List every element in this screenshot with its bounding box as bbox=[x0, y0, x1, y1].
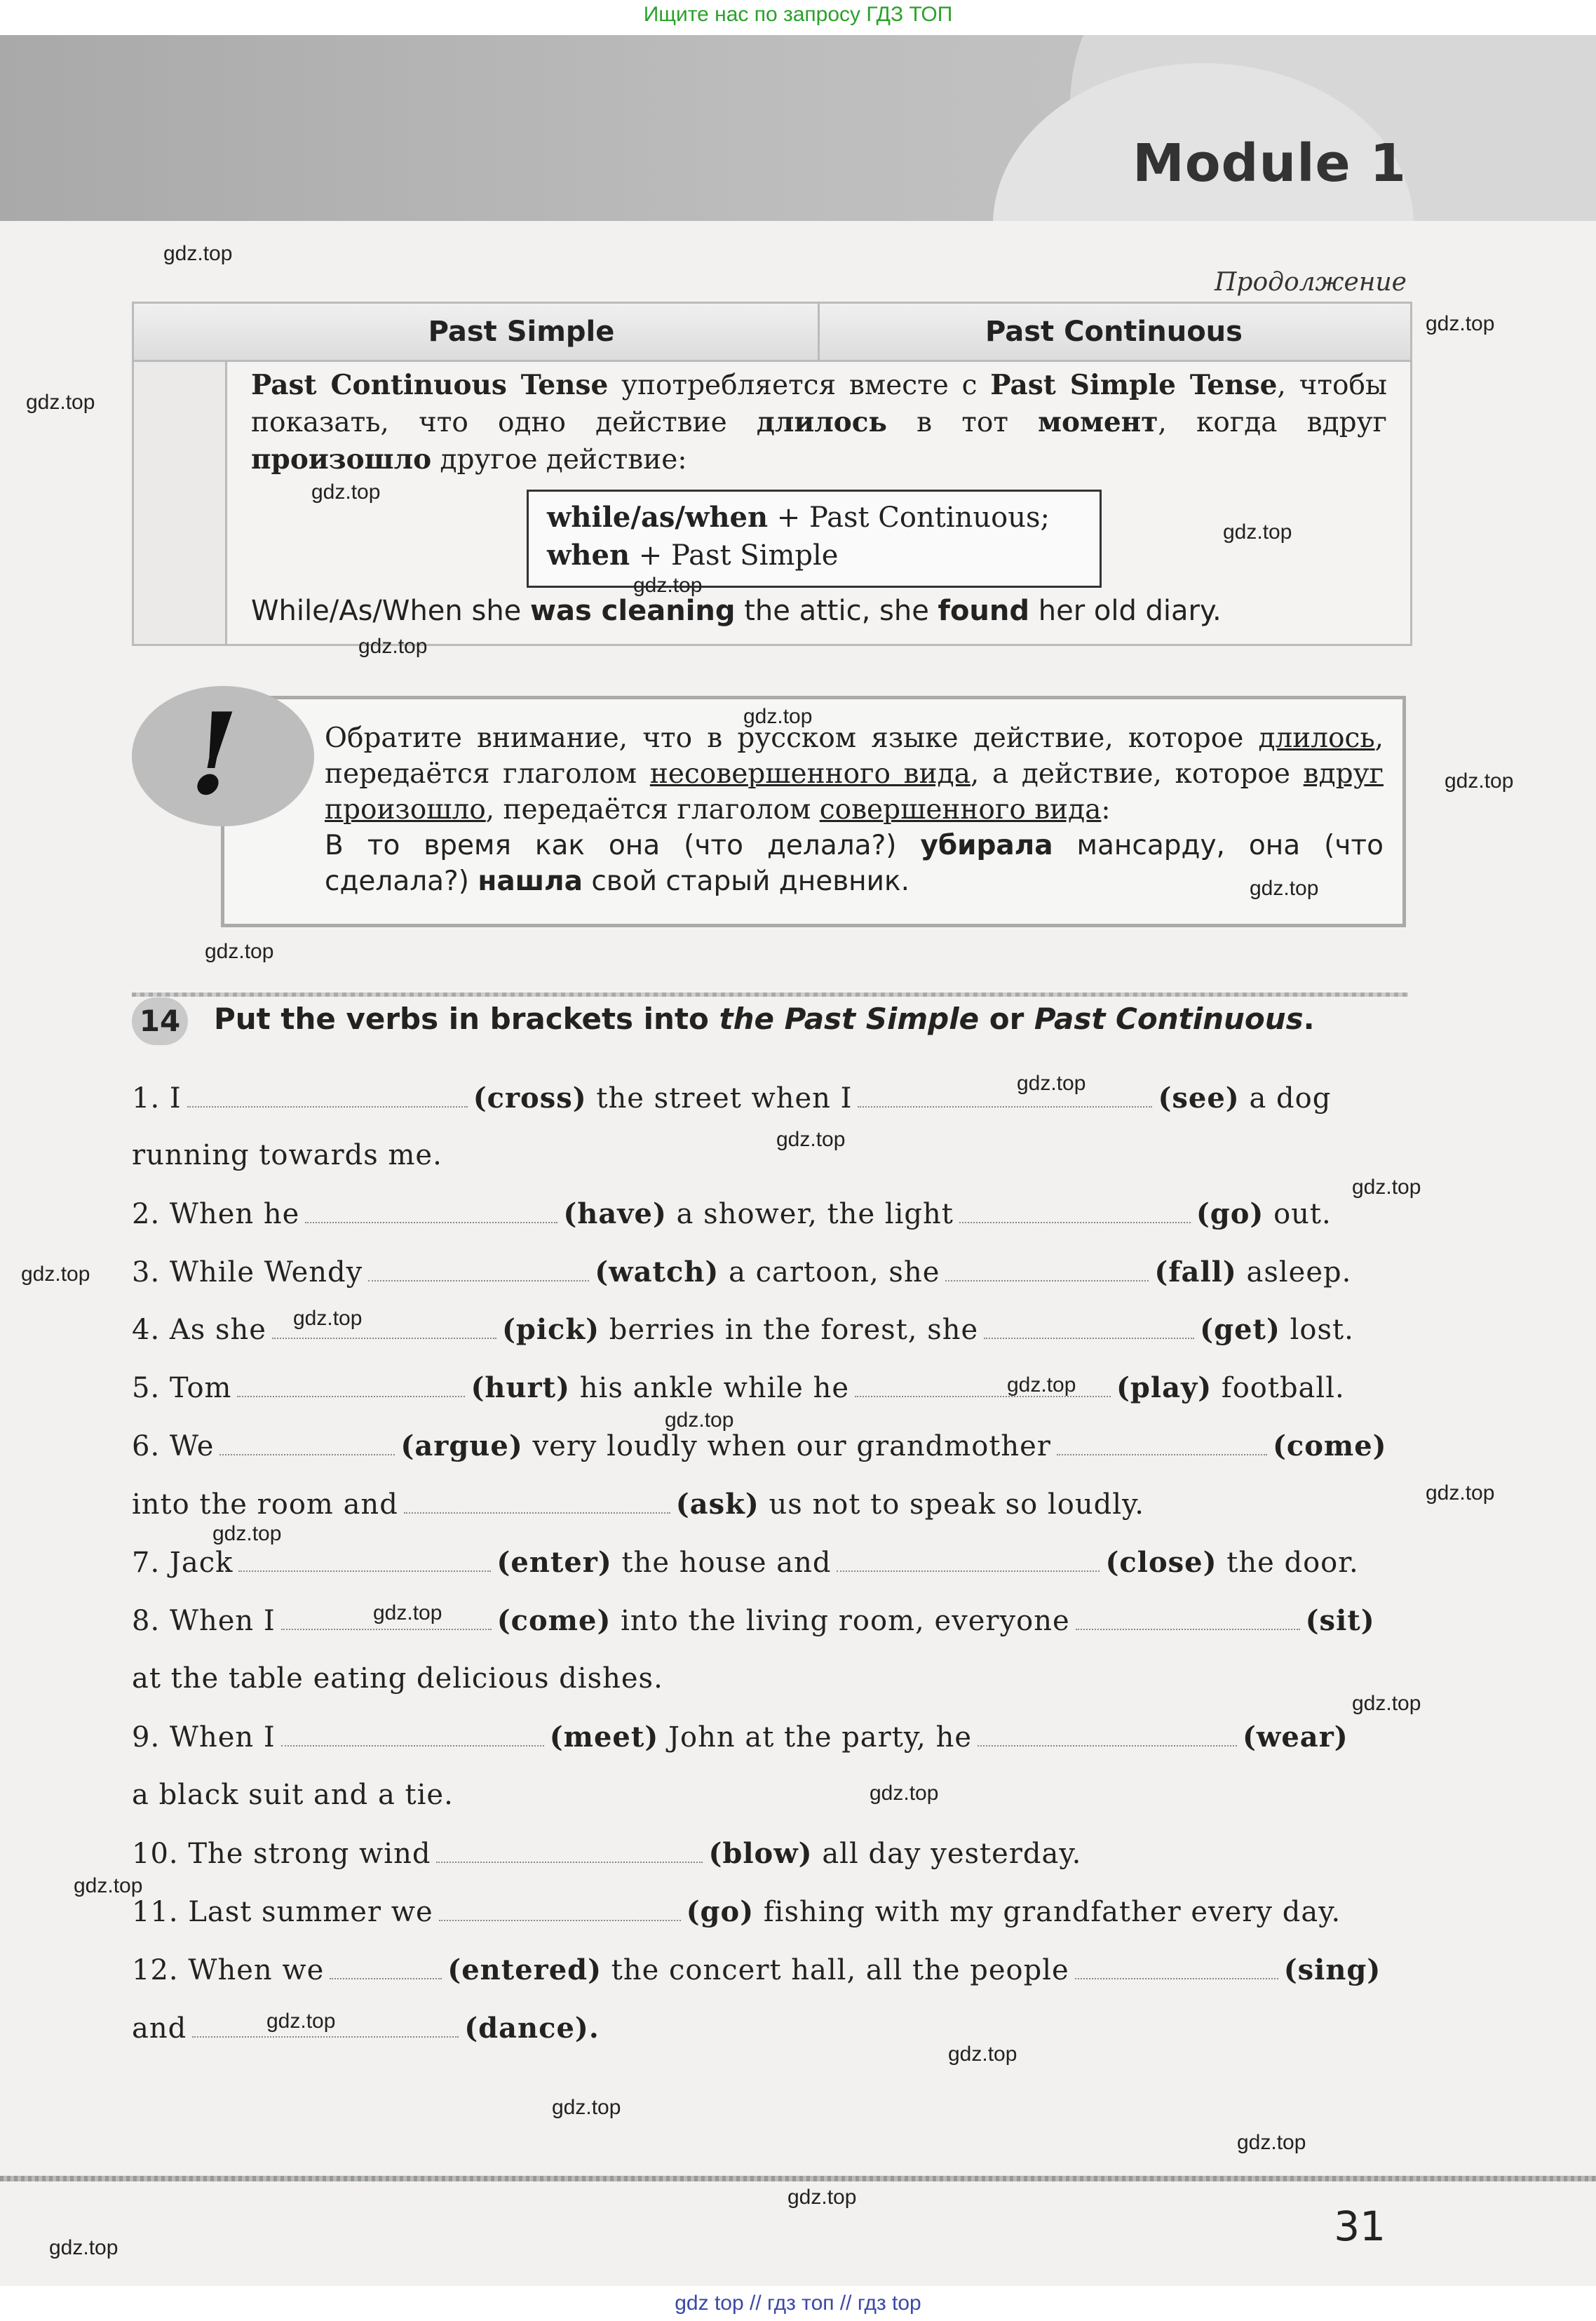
watermark: gdz.top bbox=[1426, 312, 1495, 335]
watermark: gdz.top bbox=[358, 635, 428, 658]
exercise-item-6: 6. We (argue) very loudly when our grandmother (come) bbox=[132, 1429, 1387, 1462]
exercise-number: 14 bbox=[132, 997, 188, 1045]
section-divider bbox=[132, 993, 1408, 997]
exercise-item-8: 8. When I (come) into the living room, everyone (sit) bbox=[132, 1604, 1375, 1637]
exercise-item-4: 4. As she (pick) berries in the forest, she (get) lost. bbox=[132, 1313, 1354, 1346]
watermark: gdz.top bbox=[311, 480, 381, 504]
answer-blank[interactable] bbox=[1076, 1606, 1300, 1630]
answer-blank[interactable] bbox=[1075, 1956, 1278, 1979]
watermark: gdz.top bbox=[1007, 1373, 1076, 1397]
exercise-item-8-cont: at the table eating delicious dishes. bbox=[132, 1662, 663, 1695]
watermark: gdz.top bbox=[1223, 520, 1292, 544]
answer-blank[interactable] bbox=[305, 1199, 557, 1223]
exercise-item-6-cont: into the room and (ask) us not to speak so loudly. bbox=[132, 1488, 1145, 1521]
watermark: gdz.top bbox=[787, 2186, 857, 2209]
note-example: В то время как она (что делала?) убирала мансарду, она (что сделала?) нашла свой старый дневник. bbox=[325, 830, 1384, 897]
answer-blank[interactable] bbox=[984, 1315, 1194, 1339]
exercise-item-2: 2. When he (have) a shower, the light (go) out. bbox=[132, 1197, 1332, 1230]
continuation-label: Продолжение bbox=[1215, 268, 1407, 297]
watermark: gdz.top bbox=[373, 1601, 442, 1624]
answer-blank[interactable] bbox=[439, 1897, 681, 1921]
exercise-item-10: 10. The strong wind (blow) all day yesterday. bbox=[132, 1837, 1082, 1870]
watermark: gdz.top bbox=[1445, 769, 1514, 793]
column-header-past-continuous: Past Continuous bbox=[985, 316, 1243, 348]
exercise-title: Put the verbs in brackets into the Past Simple or Past Continuous. bbox=[214, 1002, 1315, 1036]
watermark: gdz.top bbox=[1426, 1481, 1495, 1505]
answer-blank[interactable] bbox=[1057, 1432, 1267, 1455]
bottom-banner[interactable]: gdz top // гдз топ // гдз top bbox=[0, 2286, 1596, 2321]
exercise-item-1-cont: running towards me. bbox=[132, 1139, 442, 1171]
answer-blank[interactable] bbox=[281, 1723, 544, 1747]
answer-blank[interactable] bbox=[238, 1548, 491, 1572]
watermark: gdz.top bbox=[266, 2010, 336, 2033]
answer-blank[interactable] bbox=[368, 1258, 589, 1281]
rule-example: While/As/When she was cleaning the attic, she found her old diary. bbox=[251, 595, 1222, 627]
watermark: gdz.top bbox=[21, 1263, 90, 1286]
answer-blank[interactable] bbox=[330, 1956, 442, 1979]
watermark: gdz.top bbox=[1237, 2131, 1306, 2154]
watermark: gdz.top bbox=[212, 1522, 282, 1545]
rule-text: Past Continuous Tense употребляется вместе с Past Simple Tense, чтобы показать, что одно действие длилось в тот момент, когда вдруг произошло другое действие: bbox=[251, 369, 1387, 476]
watermark: gdz.top bbox=[1250, 877, 1319, 900]
watermark: gdz.top bbox=[163, 242, 233, 265]
formula-box: while/as/when + Past Continuous; when + Past Simple bbox=[527, 490, 1102, 588]
watermark: gdz.top bbox=[743, 705, 813, 728]
answer-blank[interactable] bbox=[436, 1839, 703, 1863]
answer-blank[interactable] bbox=[187, 1084, 468, 1108]
answer-blank[interactable] bbox=[404, 1490, 670, 1514]
answer-blank[interactable] bbox=[219, 1432, 395, 1455]
exclamation-icon: ! bbox=[189, 688, 239, 820]
watermark: gdz.top bbox=[633, 574, 703, 597]
watermark: gdz.top bbox=[205, 940, 274, 963]
answer-blank[interactable] bbox=[959, 1199, 1191, 1223]
exercise-item-9-cont: a black suit and a tie. bbox=[132, 1779, 454, 1811]
footer-divider bbox=[0, 2176, 1596, 2181]
top-banner[interactable]: Ищите нас по запросу ГДЗ ТОП bbox=[0, 0, 1596, 35]
watermark: gdz.top bbox=[552, 2096, 621, 2119]
exercise-item-5: 5. Tom (hurt) his ankle while he (play) football. bbox=[132, 1371, 1345, 1404]
watermark: gdz.top bbox=[776, 1128, 846, 1151]
column-header-past-simple: Past Simple bbox=[225, 304, 820, 360]
exercise-item-7: 7. Jack (enter) the house and (close) the door. bbox=[132, 1546, 1359, 1579]
note-text: Обратите внимание, что в русском языке действие, которое длилось, передаётся глаголом несовершенного вида, а действие, которое вдруг произошло, передаётся глаголом совершенного вида: bbox=[325, 722, 1384, 826]
exercise-item-12: 12. When we (entered) the concert hall, all the people (sing) bbox=[132, 1953, 1381, 1986]
exercise-item-3: 3. While Wendy (watch) a cartoon, she (fall) asleep. bbox=[132, 1256, 1352, 1289]
watermark: gdz.top bbox=[1017, 1072, 1086, 1095]
answer-blank[interactable] bbox=[945, 1258, 1149, 1281]
watermark: gdz.top bbox=[1352, 1176, 1421, 1199]
answer-blank[interactable] bbox=[978, 1723, 1237, 1747]
module-title: Module 1 bbox=[1132, 133, 1407, 194]
answer-blank[interactable] bbox=[237, 1373, 465, 1397]
watermark: gdz.top bbox=[26, 391, 95, 414]
watermark: gdz.top bbox=[948, 2043, 1017, 2066]
grammar-table bbox=[132, 302, 1412, 646]
answer-blank[interactable] bbox=[858, 1084, 1152, 1108]
exercise-item-12-cont: and (dance). bbox=[132, 2012, 600, 2045]
exercise-item-9: 9. When I (meet) John at the party, he (wear) bbox=[132, 1721, 1348, 1754]
page-number: 31 bbox=[1334, 2202, 1386, 2250]
exercise-item-1: 1. I (cross) the street when I (see) a dog bbox=[132, 1082, 1332, 1115]
exercise-item-11: 11. Last summer we (go) fishing with my grandfather every day. bbox=[132, 1895, 1341, 1928]
watermark: gdz.top bbox=[665, 1408, 734, 1432]
watermark: gdz.top bbox=[293, 1307, 363, 1330]
watermark: gdz.top bbox=[74, 1874, 143, 1897]
watermark: gdz.top bbox=[1352, 1692, 1421, 1715]
watermark: gdz.top bbox=[870, 1782, 939, 1805]
answer-blank[interactable] bbox=[837, 1548, 1100, 1572]
watermark: gdz.top bbox=[49, 2236, 119, 2259]
